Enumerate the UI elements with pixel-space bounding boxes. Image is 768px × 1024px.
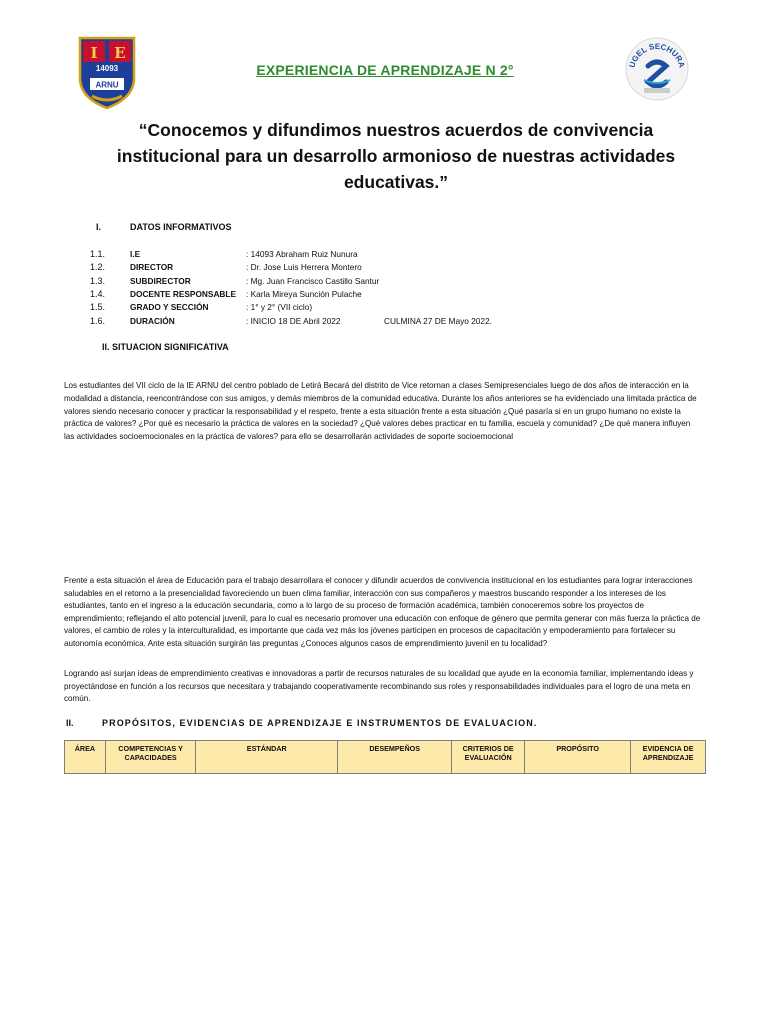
info-value-duration-end: CULMINA 27 DE Mayo 2022. bbox=[384, 316, 492, 326]
info-value-teacher: : Karla Mireya Sunción Pulache bbox=[246, 289, 362, 299]
info-label-subdirector: SUBDIRECTOR bbox=[130, 276, 191, 286]
logo-arnu: ARNU bbox=[95, 80, 119, 90]
evaluation-table bbox=[64, 740, 706, 774]
section-3-title: PROPÓSITOS, EVIDENCIAS DE APRENDIZAJE E INSTRUMENTOS DE EVALUACION. bbox=[102, 718, 538, 728]
logo-number: 14093 bbox=[95, 64, 119, 73]
info-value-subdirector: : Mg. Juan Francisco Castillo Santur bbox=[246, 276, 380, 286]
info-label-director: DIRECTOR bbox=[130, 262, 174, 272]
info-label-duration: DURACIÓN bbox=[130, 316, 175, 326]
header-performances: DESEMPEÑOS bbox=[338, 741, 452, 774]
header-area: ÁREA bbox=[65, 741, 106, 774]
info-value-ie: : 14093 Abraham Ruiz Nunura bbox=[246, 249, 358, 259]
situation-paragraph-3: Logrando así surjan ideas de emprendimiento creativas e innovadoras a partir de recursos naturales de su localidad que ayude en la economía familiar, implementando ideas y proyectándose en función a los recursos que necesitara y trabajando cooperativamente recombinando sus roles y responsabilidades individuales para el logro de una meta en común. bbox=[64, 669, 694, 703]
info-label-teacher: DOCENTE RESPONSABLE bbox=[130, 289, 237, 299]
situation-paragraph: Los estudiantes del VII ciclo de la IE ARNU del centro poblado de Letirá Becará del distrito de Vice retornan a clases Semipresenciales luego de dos años de interacción en la modalidad a distancia, reencontrándose con sus amigos, y demás miembros de la comunidad educativa. Durante los años anteriores se ha evidenciado una limitada práctica de valores siendo necesario conocer y practicar la responsabilidad y el respeto, frente a esta situación frente a esta situación ¿Qué pasaría si en un grupo humano no existe la práctica de valores? ¿Por qué es necesario la práctica de valores en la sociedad? ¿Qué valores debes practicar en tu familia, escuela y comunidad? ¿De qué manera influyen las actividades socioemocionales en la práctica de valores? para ello se desarrollarán actividades de soporte socioemocional bbox=[64, 381, 697, 442]
header-criteria: CRITERIOS DE EVALUACIÓN bbox=[452, 741, 525, 774]
header-competencies: COMPETENCIAS Y CAPACIDADES bbox=[105, 741, 196, 774]
school-logo bbox=[76, 34, 138, 110]
info-num: 1.5. bbox=[90, 302, 106, 312]
table-header-row bbox=[65, 741, 706, 774]
header-evidence: EVIDENCIA DE APRENDIZAJE bbox=[631, 741, 706, 774]
situation-paragraph-2: Frente a esta situación el área de Educación para el trabajo desarrollara el conocer y difundir acuerdos de convivencia institucional en los estudiantes para lograr interacciones saludables en el retorno a la presencialidad favoreciendo un buen clima familiar, interacción con sus compañeros y maestros buscando responder a los intereses de los estudiantes, tanto en el ingreso a la educación secundaria, como a lo largo de su proceso de formación académica, también conoceremos sobre los proyectos de emprendimiento; reflejando el alto potencial juvenil, para lo cual es necesario promover una educación con enfoque de género que permita generar con más fuerza la práctica de valores, el cambio de roles y la interculturalidad, es importante que cada vez más los jóvenes participen en procesos de capacitación y empoderamiento para fortalecer su autonomía económica. Ante esta situación surgirán las preguntas ¿Conoces algunos casos de emprendimiento juvenil en tu localidad? bbox=[64, 576, 701, 648]
section-2-title: II. SITUACION SIGNIFICATIVA bbox=[102, 342, 229, 352]
ugel-logo bbox=[624, 36, 690, 102]
header-standard: ESTÁNDAR bbox=[196, 741, 338, 774]
info-value-grade: : 1° y 2° (VII ciclo) bbox=[246, 302, 313, 312]
info-num: 1.3. bbox=[90, 276, 106, 286]
info-label-ie: I.E bbox=[130, 249, 141, 259]
section-1-number: I. bbox=[96, 222, 102, 232]
header-purpose: PROPÓSITO bbox=[525, 741, 631, 774]
info-num: 1.2. bbox=[90, 262, 106, 272]
logo-letter-i: I bbox=[90, 44, 98, 62]
info-value-duration-start: : INICIO 18 DE Abril 2022 bbox=[246, 316, 341, 326]
document-title: “Conocemos y difundimos nuestros acuerdos de convivencia institucional para un desarrollo armonioso de nuestras actividades educativas.” bbox=[116, 120, 676, 192]
info-num: 1.4. bbox=[90, 289, 106, 299]
logo-letter-e: E bbox=[114, 44, 126, 62]
ugel-logo-text: UGEL SECHURA bbox=[627, 41, 687, 69]
section-3-number: II. bbox=[66, 718, 74, 728]
info-num: 1.1. bbox=[90, 249, 106, 259]
section-1-title: DATOS INFORMATIVOS bbox=[130, 222, 232, 232]
info-value-director: : Dr. Jose Luis Herrera Montero bbox=[246, 262, 362, 272]
info-num: 1.6. bbox=[90, 316, 106, 326]
info-label-grade: GRADO Y SECCIÓN bbox=[130, 302, 209, 312]
experience-heading: EXPERIENCIA DE APRENDIZAJE N 2° bbox=[256, 62, 514, 78]
